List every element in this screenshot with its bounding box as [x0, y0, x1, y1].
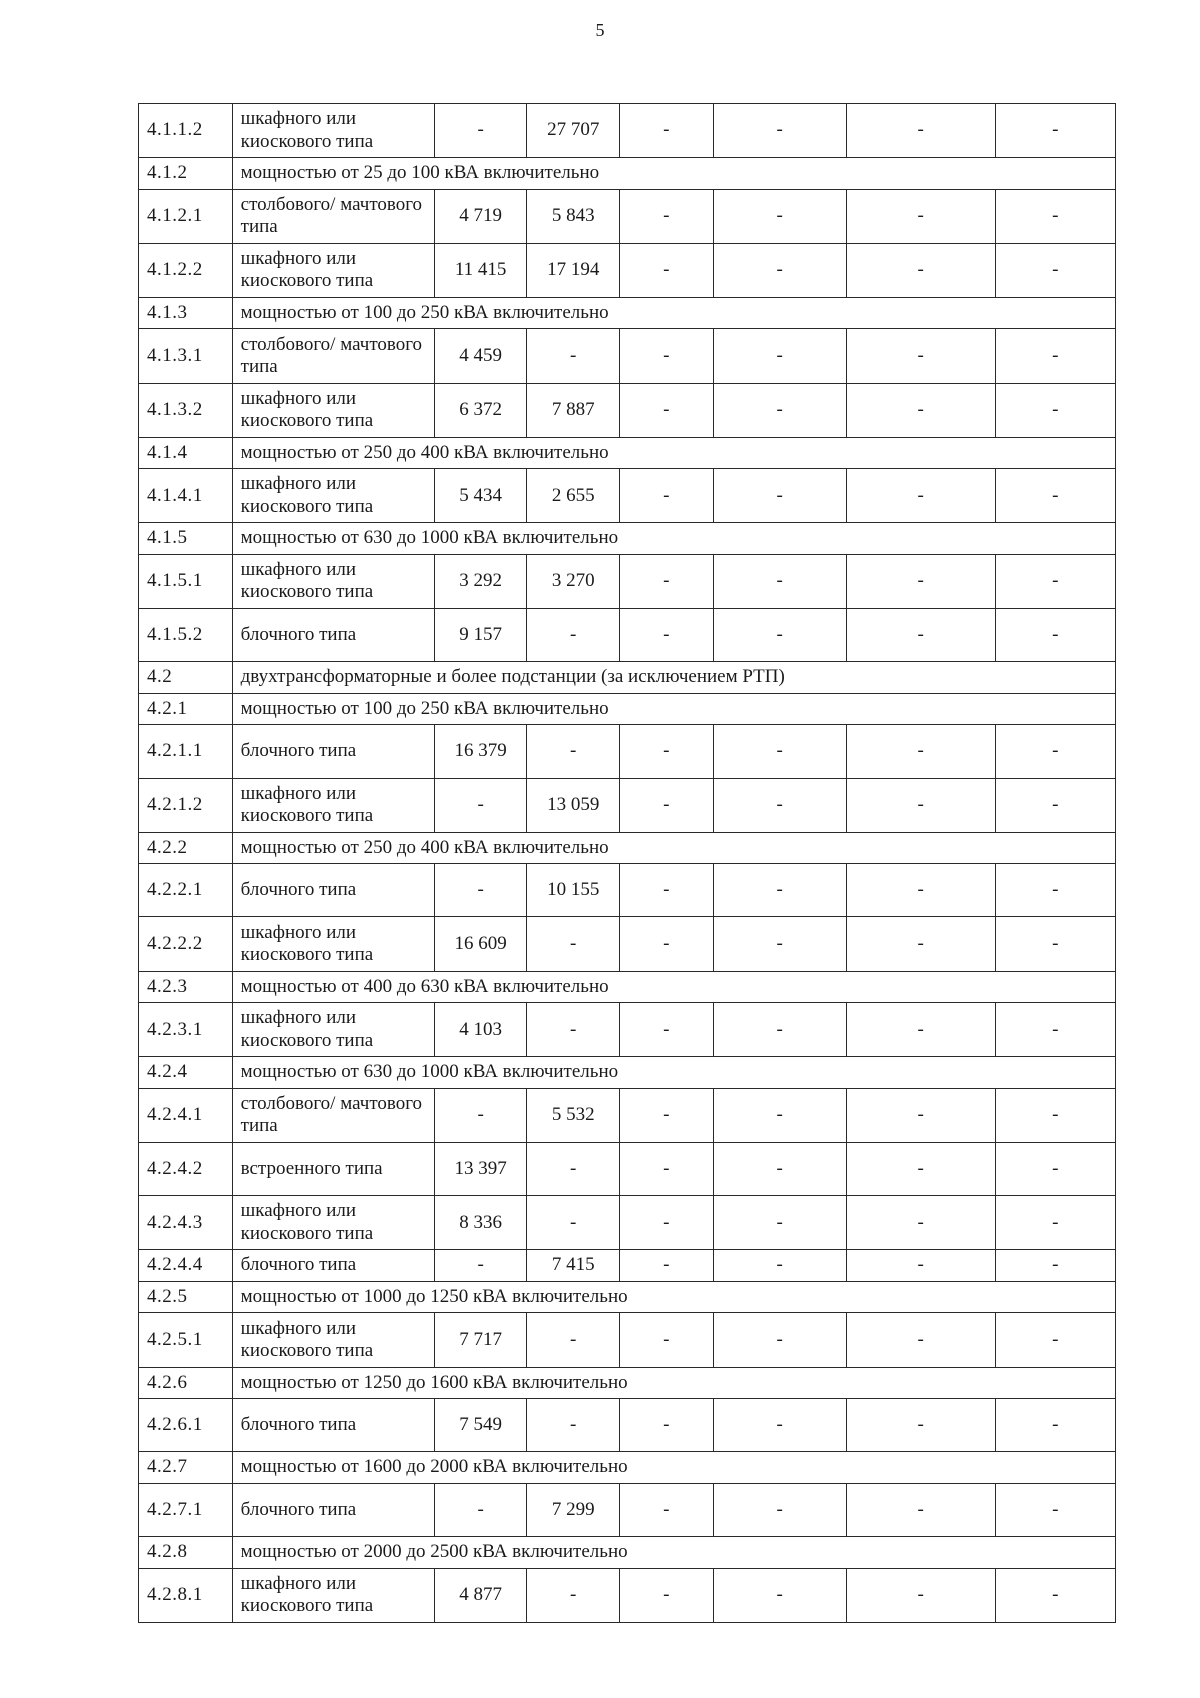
value-cell: -: [620, 864, 714, 917]
value-cell: -: [434, 1250, 527, 1282]
value-cell: -: [995, 1568, 1115, 1622]
value-cell: -: [846, 1196, 995, 1250]
row-code: 4.2.2.2: [139, 917, 233, 971]
value-cell: -: [713, 1250, 846, 1282]
section-row: [139, 693, 1116, 725]
section-title: мощностью от 630 до 1000 кВА включительно: [232, 1057, 1115, 1089]
row-code: 4.2.7: [139, 1452, 233, 1484]
value-cell: -: [713, 864, 846, 917]
section-row: [139, 523, 1116, 555]
value-cell: -: [620, 1250, 714, 1282]
section-title: мощностью от 250 до 400 кВА включительно: [232, 437, 1115, 469]
row-name: шкафного или киоскового типа: [232, 1196, 434, 1250]
value-cell: -: [846, 1568, 995, 1622]
value-cell: -: [846, 1003, 995, 1057]
section-row: [139, 1367, 1116, 1399]
value-cell: -: [995, 1313, 1115, 1367]
table-row: [139, 104, 1116, 158]
value-cell: -: [620, 469, 714, 523]
page-number: 5: [595, 20, 605, 40]
value-cell: -: [713, 725, 846, 778]
value-cell: -: [527, 1003, 620, 1057]
value-cell: -: [713, 1568, 846, 1622]
row-code: 4.2.4.4: [139, 1250, 233, 1282]
value-cell: -: [434, 778, 527, 832]
row-code: 4.2.4.3: [139, 1196, 233, 1250]
value-cell: -: [995, 609, 1115, 662]
table-row: [139, 1483, 1116, 1536]
value-cell: -: [846, 554, 995, 608]
row-code: 4.2: [139, 662, 233, 694]
row-name: шкафного или киоскового типа: [232, 1313, 434, 1367]
row-name: шкафного или киоскового типа: [232, 1003, 434, 1057]
row-name: блочного типа: [232, 609, 434, 662]
value-cell: -: [995, 243, 1115, 297]
value-cell: 4 719: [434, 189, 527, 243]
value-cell: -: [527, 1142, 620, 1195]
value-cell: 6 372: [434, 383, 527, 437]
section-title: мощностью от 25 до 100 кВА включительно: [232, 158, 1115, 190]
section-row: [139, 437, 1116, 469]
value-cell: -: [713, 1313, 846, 1367]
value-cell: 9 157: [434, 609, 527, 662]
value-cell: -: [713, 1483, 846, 1536]
row-code: 4.1.5.2: [139, 609, 233, 662]
value-cell: -: [713, 1088, 846, 1142]
row-code: 4.1.3.1: [139, 329, 233, 383]
value-cell: 2 655: [527, 469, 620, 523]
row-code: 4.2.6: [139, 1367, 233, 1399]
value-cell: -: [527, 1399, 620, 1452]
value-cell: -: [620, 1196, 714, 1250]
value-cell: -: [713, 1003, 846, 1057]
table-row: [139, 1313, 1116, 1367]
value-cell: -: [620, 189, 714, 243]
row-name: шкафного или киоскового типа: [232, 469, 434, 523]
value-cell: -: [995, 1399, 1115, 1452]
value-cell: 5 843: [527, 189, 620, 243]
value-cell: -: [846, 609, 995, 662]
section-title: мощностью от 400 до 630 кВА включительно: [232, 971, 1115, 1003]
value-cell: 7 299: [527, 1483, 620, 1536]
value-cell: 17 194: [527, 243, 620, 297]
section-title: мощностью от 100 до 250 кВА включительно: [232, 693, 1115, 725]
table-row: [139, 1003, 1116, 1057]
value-cell: 13 059: [527, 778, 620, 832]
table-row: [139, 1399, 1116, 1452]
section-row: [139, 1452, 1116, 1484]
row-code: 4.2.1.2: [139, 778, 233, 832]
row-name: шкафного или киоскового типа: [232, 554, 434, 608]
value-cell: -: [434, 1483, 527, 1536]
value-cell: -: [713, 104, 846, 158]
value-cell: -: [995, 1142, 1115, 1195]
value-cell: -: [713, 469, 846, 523]
table-row: [139, 243, 1116, 297]
value-cell: -: [713, 383, 846, 437]
table-row: [139, 1568, 1116, 1622]
value-cell: -: [995, 104, 1115, 158]
table-row: [139, 1088, 1116, 1142]
section-title: мощностью от 630 до 1000 кВА включительно: [232, 523, 1115, 555]
value-cell: 7 415: [527, 1250, 620, 1282]
row-name: шкафного или киоскового типа: [232, 243, 434, 297]
value-cell: -: [995, 469, 1115, 523]
row-name: шкафного или киоскового типа: [232, 917, 434, 971]
value-cell: -: [995, 1088, 1115, 1142]
value-cell: -: [713, 329, 846, 383]
row-name: столбового/ мачтового типа: [232, 1088, 434, 1142]
row-name: шкафного или киоскового типа: [232, 383, 434, 437]
value-cell: -: [434, 1088, 527, 1142]
table-row: [139, 383, 1116, 437]
row-name: блочного типа: [232, 864, 434, 917]
table-row: [139, 469, 1116, 523]
value-cell: -: [620, 778, 714, 832]
value-cell: -: [995, 1250, 1115, 1282]
value-cell: -: [620, 917, 714, 971]
value-cell: -: [620, 1568, 714, 1622]
row-code: 4.1.4: [139, 437, 233, 469]
row-code: 4.1.5.1: [139, 554, 233, 608]
value-cell: 7 717: [434, 1313, 527, 1367]
section-row: [139, 297, 1116, 329]
value-cell: -: [846, 1088, 995, 1142]
value-cell: -: [620, 1142, 714, 1195]
row-name: шкафного или киоскового типа: [232, 1568, 434, 1622]
section-title: мощностью от 1250 до 1600 кВА включительно: [232, 1367, 1115, 1399]
value-cell: -: [995, 383, 1115, 437]
row-code: 4.2.2.1: [139, 864, 233, 917]
section-title: двухтрансформаторные и более подстанции (за исключением РТП): [232, 662, 1115, 694]
row-code: 4.2.4.1: [139, 1088, 233, 1142]
row-code: 4.1.2.1: [139, 189, 233, 243]
row-name: блочного типа: [232, 1399, 434, 1452]
value-cell: -: [434, 864, 527, 917]
value-cell: -: [846, 864, 995, 917]
value-cell: -: [995, 864, 1115, 917]
value-cell: -: [527, 329, 620, 383]
value-cell: -: [620, 554, 714, 608]
value-cell: 7 549: [434, 1399, 527, 1452]
row-code: 4.2.1: [139, 693, 233, 725]
value-cell: -: [527, 609, 620, 662]
row-code: 4.2.1.1: [139, 725, 233, 778]
value-cell: -: [527, 1313, 620, 1367]
row-code: 4.2.6.1: [139, 1399, 233, 1452]
value-cell: 5 434: [434, 469, 527, 523]
section-row: [139, 1537, 1116, 1569]
value-cell: -: [995, 189, 1115, 243]
value-cell: 5 532: [527, 1088, 620, 1142]
value-cell: -: [995, 1483, 1115, 1536]
value-cell: -: [995, 917, 1115, 971]
value-cell: -: [620, 383, 714, 437]
value-cell: -: [995, 725, 1115, 778]
section-row: [139, 1281, 1116, 1313]
section-row: [139, 971, 1116, 1003]
value-cell: -: [713, 189, 846, 243]
tariff-table: [138, 103, 1116, 1623]
section-row: [139, 1057, 1116, 1089]
value-cell: -: [846, 1313, 995, 1367]
value-cell: -: [995, 1196, 1115, 1250]
row-name: блочного типа: [232, 1483, 434, 1536]
value-cell: -: [846, 1250, 995, 1282]
row-code: 4.1.1.2: [139, 104, 233, 158]
value-cell: 16 609: [434, 917, 527, 971]
row-name: столбового/ мачтового типа: [232, 329, 434, 383]
value-cell: 11 415: [434, 243, 527, 297]
row-name: столбового/ мачтового типа: [232, 189, 434, 243]
value-cell: -: [846, 189, 995, 243]
value-cell: -: [713, 1196, 846, 1250]
table-row: [139, 609, 1116, 662]
table-row: [139, 778, 1116, 832]
value-cell: 10 155: [527, 864, 620, 917]
value-cell: 13 397: [434, 1142, 527, 1195]
table-row: [139, 329, 1116, 383]
value-cell: -: [620, 104, 714, 158]
value-cell: -: [620, 609, 714, 662]
value-cell: -: [620, 1399, 714, 1452]
row-code: 4.2.4.2: [139, 1142, 233, 1195]
row-code: 4.1.5: [139, 523, 233, 555]
row-code: 4.2.7.1: [139, 1483, 233, 1536]
row-code: 4.1.2: [139, 158, 233, 190]
table-row: [139, 917, 1116, 971]
value-cell: -: [846, 383, 995, 437]
section-title: мощностью от 100 до 250 кВА включительно: [232, 297, 1115, 329]
value-cell: -: [620, 329, 714, 383]
row-code: 4.2.3.1: [139, 1003, 233, 1057]
row-code: 4.2.3: [139, 971, 233, 1003]
value-cell: -: [846, 469, 995, 523]
value-cell: 4 877: [434, 1568, 527, 1622]
value-cell: -: [995, 1003, 1115, 1057]
value-cell: -: [620, 1483, 714, 1536]
table-row: [139, 864, 1116, 917]
row-code: 4.1.2.2: [139, 243, 233, 297]
value-cell: 16 379: [434, 725, 527, 778]
value-cell: 3 270: [527, 554, 620, 608]
row-name: встроенного типа: [232, 1142, 434, 1195]
table-row: [139, 1250, 1116, 1282]
row-code: 4.1.4.1: [139, 469, 233, 523]
value-cell: -: [434, 104, 527, 158]
row-name: блочного типа: [232, 1250, 434, 1282]
value-cell: -: [846, 329, 995, 383]
value-cell: -: [846, 1483, 995, 1536]
row-code: 4.2.2: [139, 832, 233, 864]
value-cell: -: [527, 1568, 620, 1622]
value-cell: -: [620, 1003, 714, 1057]
row-code: 4.2.5.1: [139, 1313, 233, 1367]
value-cell: -: [527, 725, 620, 778]
table-row: [139, 554, 1116, 608]
value-cell: -: [846, 1399, 995, 1452]
table-row: [139, 1142, 1116, 1195]
table-row: [139, 725, 1116, 778]
section-title: мощностью от 250 до 400 кВА включительно: [232, 832, 1115, 864]
row-code: 4.2.4: [139, 1057, 233, 1089]
value-cell: -: [527, 1196, 620, 1250]
value-cell: -: [846, 1142, 995, 1195]
value-cell: -: [713, 778, 846, 832]
section-row: [139, 662, 1116, 694]
section-title: мощностью от 2000 до 2500 кВА включительно: [232, 1537, 1115, 1569]
section-row: [139, 158, 1116, 190]
value-cell: -: [713, 243, 846, 297]
value-cell: -: [620, 1088, 714, 1142]
row-code: 4.2.5: [139, 1281, 233, 1313]
table-row: [139, 1196, 1116, 1250]
row-code: 4.2.8.1: [139, 1568, 233, 1622]
value-cell: 4 103: [434, 1003, 527, 1057]
table-row: [139, 189, 1116, 243]
value-cell: -: [846, 778, 995, 832]
value-cell: -: [620, 725, 714, 778]
value-cell: 8 336: [434, 1196, 527, 1250]
section-title: мощностью от 1600 до 2000 кВА включительно: [232, 1452, 1115, 1484]
value-cell: -: [713, 1142, 846, 1195]
value-cell: -: [846, 243, 995, 297]
row-code: 4.1.3: [139, 297, 233, 329]
value-cell: 7 887: [527, 383, 620, 437]
row-code: 4.1.3.2: [139, 383, 233, 437]
value-cell: -: [713, 1399, 846, 1452]
value-cell: -: [995, 329, 1115, 383]
value-cell: -: [713, 554, 846, 608]
value-cell: 27 707: [527, 104, 620, 158]
section-row: [139, 832, 1116, 864]
value-cell: 4 459: [434, 329, 527, 383]
value-cell: -: [846, 104, 995, 158]
value-cell: -: [846, 725, 995, 778]
value-cell: -: [713, 917, 846, 971]
row-name: блочного типа: [232, 725, 434, 778]
value-cell: -: [620, 1313, 714, 1367]
row-name: шкафного или киоскового типа: [232, 104, 434, 158]
value-cell: -: [995, 554, 1115, 608]
value-cell: -: [846, 917, 995, 971]
section-title: мощностью от 1000 до 1250 кВА включительно: [232, 1281, 1115, 1313]
row-name: шкафного или киоскового типа: [232, 778, 434, 832]
value-cell: -: [713, 609, 846, 662]
row-code: 4.2.8: [139, 1537, 233, 1569]
value-cell: -: [527, 917, 620, 971]
value-cell: 3 292: [434, 554, 527, 608]
value-cell: -: [995, 778, 1115, 832]
value-cell: -: [620, 243, 714, 297]
